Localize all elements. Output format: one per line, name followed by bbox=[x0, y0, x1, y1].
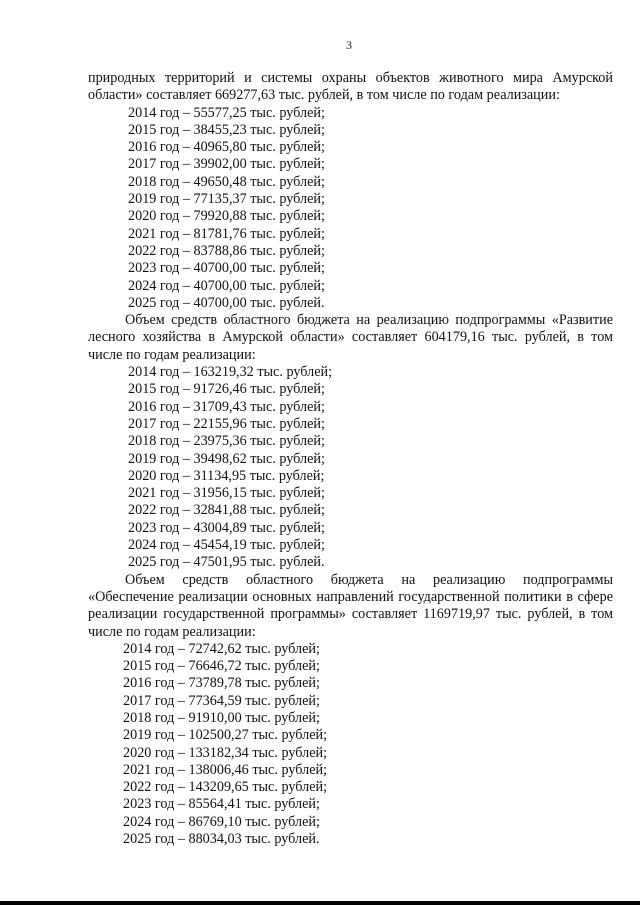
year-funding-item: 2025 год – 88034,03 тыс. рублей. bbox=[123, 831, 320, 848]
year-funding-item: 2015 год – 38455,23 тыс. рублей; bbox=[128, 121, 325, 138]
document-body bbox=[88, 70, 613, 848]
year-funding-item: 2015 год – 76646,72 тыс. рублей; bbox=[123, 658, 320, 675]
year-funding-item: 2016 год – 73789,78 тыс. рублей; bbox=[123, 675, 320, 692]
year-funding-item: 2022 год – 83788,86 тыс. рублей; bbox=[128, 242, 325, 259]
year-funding-item: 2023 год – 85564,41 тыс. рублей; bbox=[123, 796, 320, 813]
year-funding-item: 2022 год – 32841,88 тыс. рублей; bbox=[128, 502, 325, 519]
year-funding-item: 2014 год – 163219,32 тыс. рублей; bbox=[128, 364, 333, 381]
scan-bottom-edge bbox=[0, 901, 640, 905]
intro-paragraph: природных территорий и системы охраны объектов животного мира Амурской области» составляет 669277,63 тыс. рублей, в том числе по годам реализации: bbox=[88, 70, 613, 104]
year-funding-item: 2023 год – 40700,00 тыс. рублей; bbox=[128, 260, 325, 277]
policy-paragraph: Объем средств областного бюджета на реализацию подпрограммы «Обеспечение реализации основных направлений государственной политики в сфере реализации государственной программы» составляет 1169719,97 тыс. рублей, в том числе по годам реализации: bbox=[88, 571, 613, 640]
year-funding-item: 2019 год – 39498,62 тыс. рублей; bbox=[128, 450, 325, 467]
year-funding-item: 2018 год – 23975,36 тыс. рублей; bbox=[128, 433, 325, 450]
year-funding-item: 2025 год – 47501,95 тыс. рублей. bbox=[128, 554, 325, 571]
year-funding-item: 2024 год – 45454,19 тыс. рублей; bbox=[128, 537, 325, 554]
forestry-paragraph: Объем средств областного бюджета на реализацию подпрограммы «Развитие лесного хозяйства в Амурской области» составляет 604179,16 тыс. рублей, в том числе по годам реализации: bbox=[88, 312, 613, 363]
year-funding-item: 2018 год – 49650,48 тыс. рублей; bbox=[128, 173, 325, 190]
year-funding-item: 2016 год – 31709,43 тыс. рублей; bbox=[128, 398, 325, 415]
funding-list-nature bbox=[88, 105, 613, 313]
year-funding-item: 2018 год – 91910,00 тыс. рублей; bbox=[123, 709, 320, 726]
year-funding-item: 2023 год – 43004,89 тыс. рублей; bbox=[128, 519, 325, 536]
year-funding-item: 2017 год – 77364,59 тыс. рублей; bbox=[123, 692, 320, 709]
year-funding-item: 2021 год – 31956,15 тыс. рублей; bbox=[128, 485, 325, 502]
year-funding-item: 2019 год – 102500,27 тыс. рублей; bbox=[123, 727, 328, 744]
year-funding-item: 2014 год – 55577,25 тыс. рублей; bbox=[128, 104, 325, 121]
year-funding-item: 2017 год – 39902,00 тыс. рублей; bbox=[128, 156, 325, 173]
year-funding-item: 2024 год – 40700,00 тыс. рублей; bbox=[128, 277, 325, 294]
year-funding-item: 2020 год – 133182,34 тыс. рублей; bbox=[123, 744, 328, 761]
year-funding-item: 2021 год – 81781,76 тыс. рублей; bbox=[128, 225, 325, 242]
year-funding-item: 2025 год – 40700,00 тыс. рублей. bbox=[128, 294, 325, 311]
funding-list-policy bbox=[88, 641, 613, 849]
year-funding-item: 2020 год – 31134,95 тыс. рублей; bbox=[128, 467, 325, 484]
year-funding-item: 2015 год – 91726,46 тыс. рублей; bbox=[128, 381, 325, 398]
year-funding-item: 2016 год – 40965,80 тыс. рублей; bbox=[128, 139, 325, 156]
page-number: 3 bbox=[346, 38, 352, 52]
year-funding-item: 2020 год – 79920,88 тыс. рублей; bbox=[128, 208, 325, 225]
year-funding-item: 2017 год – 22155,96 тыс. рублей; bbox=[128, 415, 325, 432]
year-funding-item: 2019 год – 77135,37 тыс. рублей; bbox=[128, 191, 325, 208]
year-funding-item: 2024 год – 86769,10 тыс. рублей; bbox=[123, 813, 320, 830]
year-funding-item: 2021 год – 138006,46 тыс. рублей; bbox=[123, 761, 328, 778]
funding-list-forestry bbox=[88, 364, 613, 572]
year-funding-item: 2022 год – 143209,65 тыс. рублей; bbox=[123, 779, 328, 796]
year-funding-item: 2014 год – 72742,62 тыс. рублей; bbox=[123, 640, 320, 657]
